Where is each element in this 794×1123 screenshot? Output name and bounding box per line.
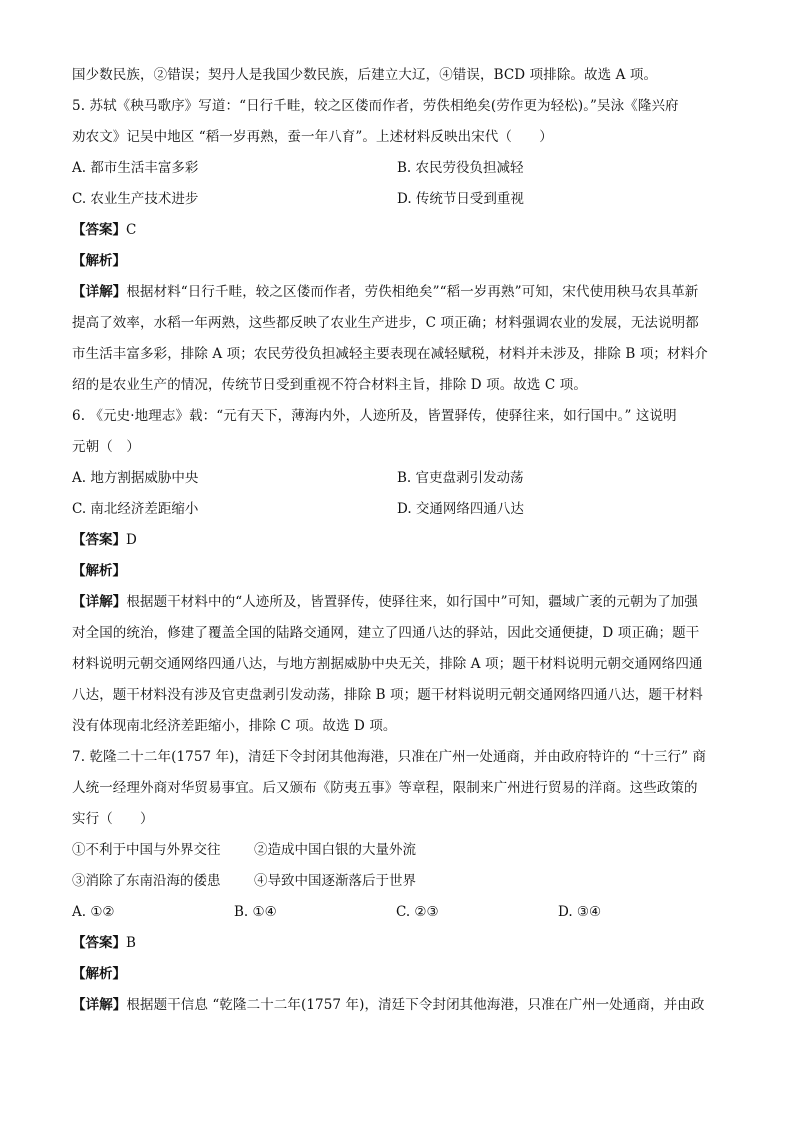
option-row — [72, 184, 722, 215]
answer-line — [72, 215, 722, 246]
detail-line — [72, 277, 722, 308]
option-row — [72, 463, 722, 494]
detail-text: 根据材料“日行千畦，较之区偻而作者，劳佚相绝矣”“稻一岁再熟”可知，宋代使用秧马农具革新 — [126, 284, 699, 300]
detail-line: 市生活丰富多彩，排除 A 项；农民劳役负担减轻主要表现在减轻赋税，材料并未涉及，排除 B 项；材料介 — [72, 346, 708, 362]
detail-line: 对全国的统治，修建了覆盖全国的陆路交通网，建立了四通八达的驿站，因此交通便捷，D 项正确；题干 — [72, 625, 700, 641]
option-a: A. 地方割据威胁中央 — [72, 470, 199, 486]
analysis-label: 【解析】 — [72, 253, 126, 269]
option-c: C. 南北经济差距缩小 — [72, 501, 199, 517]
option-d: D. 传统节日受到重视 — [397, 191, 524, 207]
statement-1: ①不利于中国与外界交往 — [72, 842, 221, 858]
question-stem-line: 劝农文》记吴中地区 “稻一岁再熟，蚕一年八育”。上述材料反映出宋代（ ） — [72, 129, 553, 145]
detail-line — [72, 587, 722, 618]
detail-text: 根据题干信息 “乾隆二十二年(1757 年)，清廷下令封闭其他海港，只准在广州一处通商，并由政 — [126, 997, 705, 1013]
statement-row — [72, 866, 722, 897]
option-b: B. ①④ — [234, 904, 277, 920]
question-7 — [72, 742, 722, 1021]
option-a: A. ①② — [72, 904, 115, 920]
detail-label: 【详解】 — [72, 594, 127, 610]
question-stem-line: 5. 苏轼《秧马歌序》写道：“日行千畦，较之区偻而作者，劳佚相绝矣(劳作更为轻松)。”吴泳《隆兴府 — [72, 98, 679, 114]
statement-2: ②造成中国白银的大量外流 — [254, 842, 416, 858]
option-c: C. ②③ — [396, 904, 439, 920]
detail-label: 【详解】 — [72, 284, 127, 300]
detail-label: 【详解】 — [72, 997, 127, 1013]
answer-value: D — [126, 532, 137, 548]
option-b: B. 官吏盘剥引发动荡 — [397, 470, 524, 486]
analysis-label: 【解析】 — [72, 563, 126, 579]
option-a: A. 都市生活丰富多彩 — [72, 160, 199, 176]
detail-line — [72, 990, 722, 1021]
option-d: D. 交通网络四通八达 — [397, 501, 524, 517]
analysis-label: 【解析】 — [72, 966, 126, 982]
document-page — [72, 60, 722, 1021]
question-6 — [72, 401, 722, 742]
option-d: D. ③④ — [558, 904, 602, 920]
question-stem-line: 人统一经理外商对华贸易事宜。后又颁布《防夷五事》等章程，限制来广州进行贸易的洋商。这些政策的 — [72, 780, 698, 796]
detail-line: 绍的是农业生产的情况，传统节日受到重视不符合材料主旨，排除 D 项。故选 C 项。 — [72, 377, 587, 393]
answer-label: 【答案】 — [72, 935, 126, 951]
statement-4: ④导致中国逐渐落后于世界 — [254, 873, 416, 889]
detail-line: 没有体现南北经济差距缩小，排除 C 项。故选 D 项。 — [72, 718, 397, 734]
answer-label: 【答案】 — [72, 222, 126, 238]
option-row — [72, 153, 722, 184]
option-row — [72, 897, 722, 928]
detail-text: 根据题干材料中的“人迹所及，皆置驿传，使驿往来，如行国中”可知，疆域广袤的元朝为了加强 — [126, 594, 699, 610]
option-c: C. 农业生产技术进步 — [72, 191, 199, 207]
answer-value: C — [126, 222, 137, 238]
question-stem-line: 6. 《元史·地理志》载：“元有天下，薄海内外，人迹所及，皆置驿传，使驿往来，如行国中。” 这说明 — [72, 408, 677, 424]
answer-line — [72, 525, 722, 556]
answer-label: 【答案】 — [72, 532, 126, 548]
statement-3: ③消除了东南沿海的倭患 — [72, 873, 221, 889]
answer-line — [72, 928, 722, 959]
intro-line: 国少数民族，②错误；契丹人是我国少数民族，后建立大辽，④错误，BCD 项排除。故选 A 项。 — [72, 67, 658, 83]
detail-line: 材料说明元朝交通网络四通八达，与地方割据威胁中央无关，排除 A 项；题干材料说明元朝交通网络四通 — [72, 656, 703, 672]
answer-value: B — [126, 935, 136, 951]
detail-line: 提高了效率，水稻一年两熟，这些都反映了农业生产进步，C 项正确；材料强调农业的发展，无法说明都 — [72, 315, 699, 331]
question-stem-line: 元朝（ ） — [72, 439, 140, 455]
question-5 — [72, 91, 722, 401]
statement-row — [72, 835, 722, 866]
detail-line: 八达，题干材料没有涉及官吏盘剥引发动荡，排除 B 项；题干材料说明元朝交通网络四通八达，题干材料 — [72, 687, 703, 703]
option-row — [72, 494, 722, 525]
question-stem-line: 实行（ ） — [72, 811, 154, 827]
question-stem-line: 7. 乾隆二十二年(1757 年)，清廷下令封闭其他海港，只准在广州一处通商，并由政府特许的 “十三行” 商 — [72, 749, 707, 765]
option-b: B. 农民劳役负担减轻 — [397, 160, 524, 176]
